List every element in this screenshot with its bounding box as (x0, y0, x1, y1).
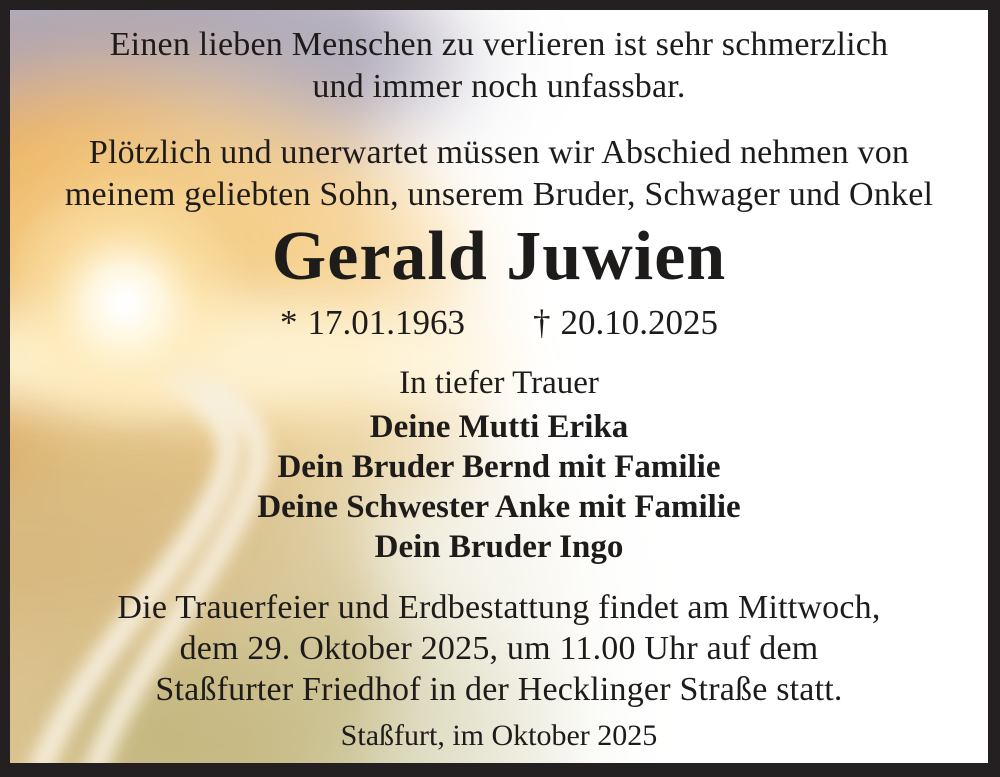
mourners-list (257, 407, 740, 567)
obituary-content (10, 10, 988, 763)
condolence-text (110, 24, 889, 108)
mourner-line: Deine Schwester Anke mit Familie (257, 489, 741, 525)
intro-text (65, 132, 933, 216)
mourner-line: Deine Mutti Erika (369, 409, 629, 445)
intro-line-2: meinem geliebten Sohn, unserem Bruder, Schwager und Onkel (64, 176, 934, 213)
death-date-value: 20.10.2025 (560, 303, 718, 342)
funeral-line-3: Staßfurter Friedhof in der Hecklinger Straße statt. (155, 671, 843, 708)
place-and-date: Staßfurt, im Oktober 2025 (340, 719, 658, 752)
intro-line-1: Plötzlich und unerwartet müssen wir Abschied nehmen von (88, 134, 910, 171)
funeral-line-2: dem 29. Oktober 2025, um 11.00 Uhr auf dem (179, 630, 819, 667)
birth-star-symbol: * (280, 303, 298, 342)
mourner-line: Dein Bruder Bernd mit Familie (277, 449, 721, 485)
death-cross-symbol: † (533, 303, 551, 342)
life-dates (280, 302, 718, 344)
deceased-name: Gerald Juwien (271, 218, 727, 295)
birth-date-value: 17.01.1963 (307, 303, 465, 342)
condolence-line-1: Einen lieben Menschen zu verlieren ist sehr schmerzlich (109, 26, 889, 63)
funeral-line-1: Die Trauerfeier und Erdbestattung findet am Mittwoch, (117, 589, 881, 626)
condolence-line-2: und immer noch unfassbar. (312, 68, 686, 105)
mourner-line: Dein Bruder Ingo (374, 529, 624, 565)
mourning-header: In tiefer Trauer (399, 365, 599, 401)
funeral-info (117, 587, 880, 710)
birth-date (280, 302, 465, 344)
death-date (533, 302, 718, 344)
